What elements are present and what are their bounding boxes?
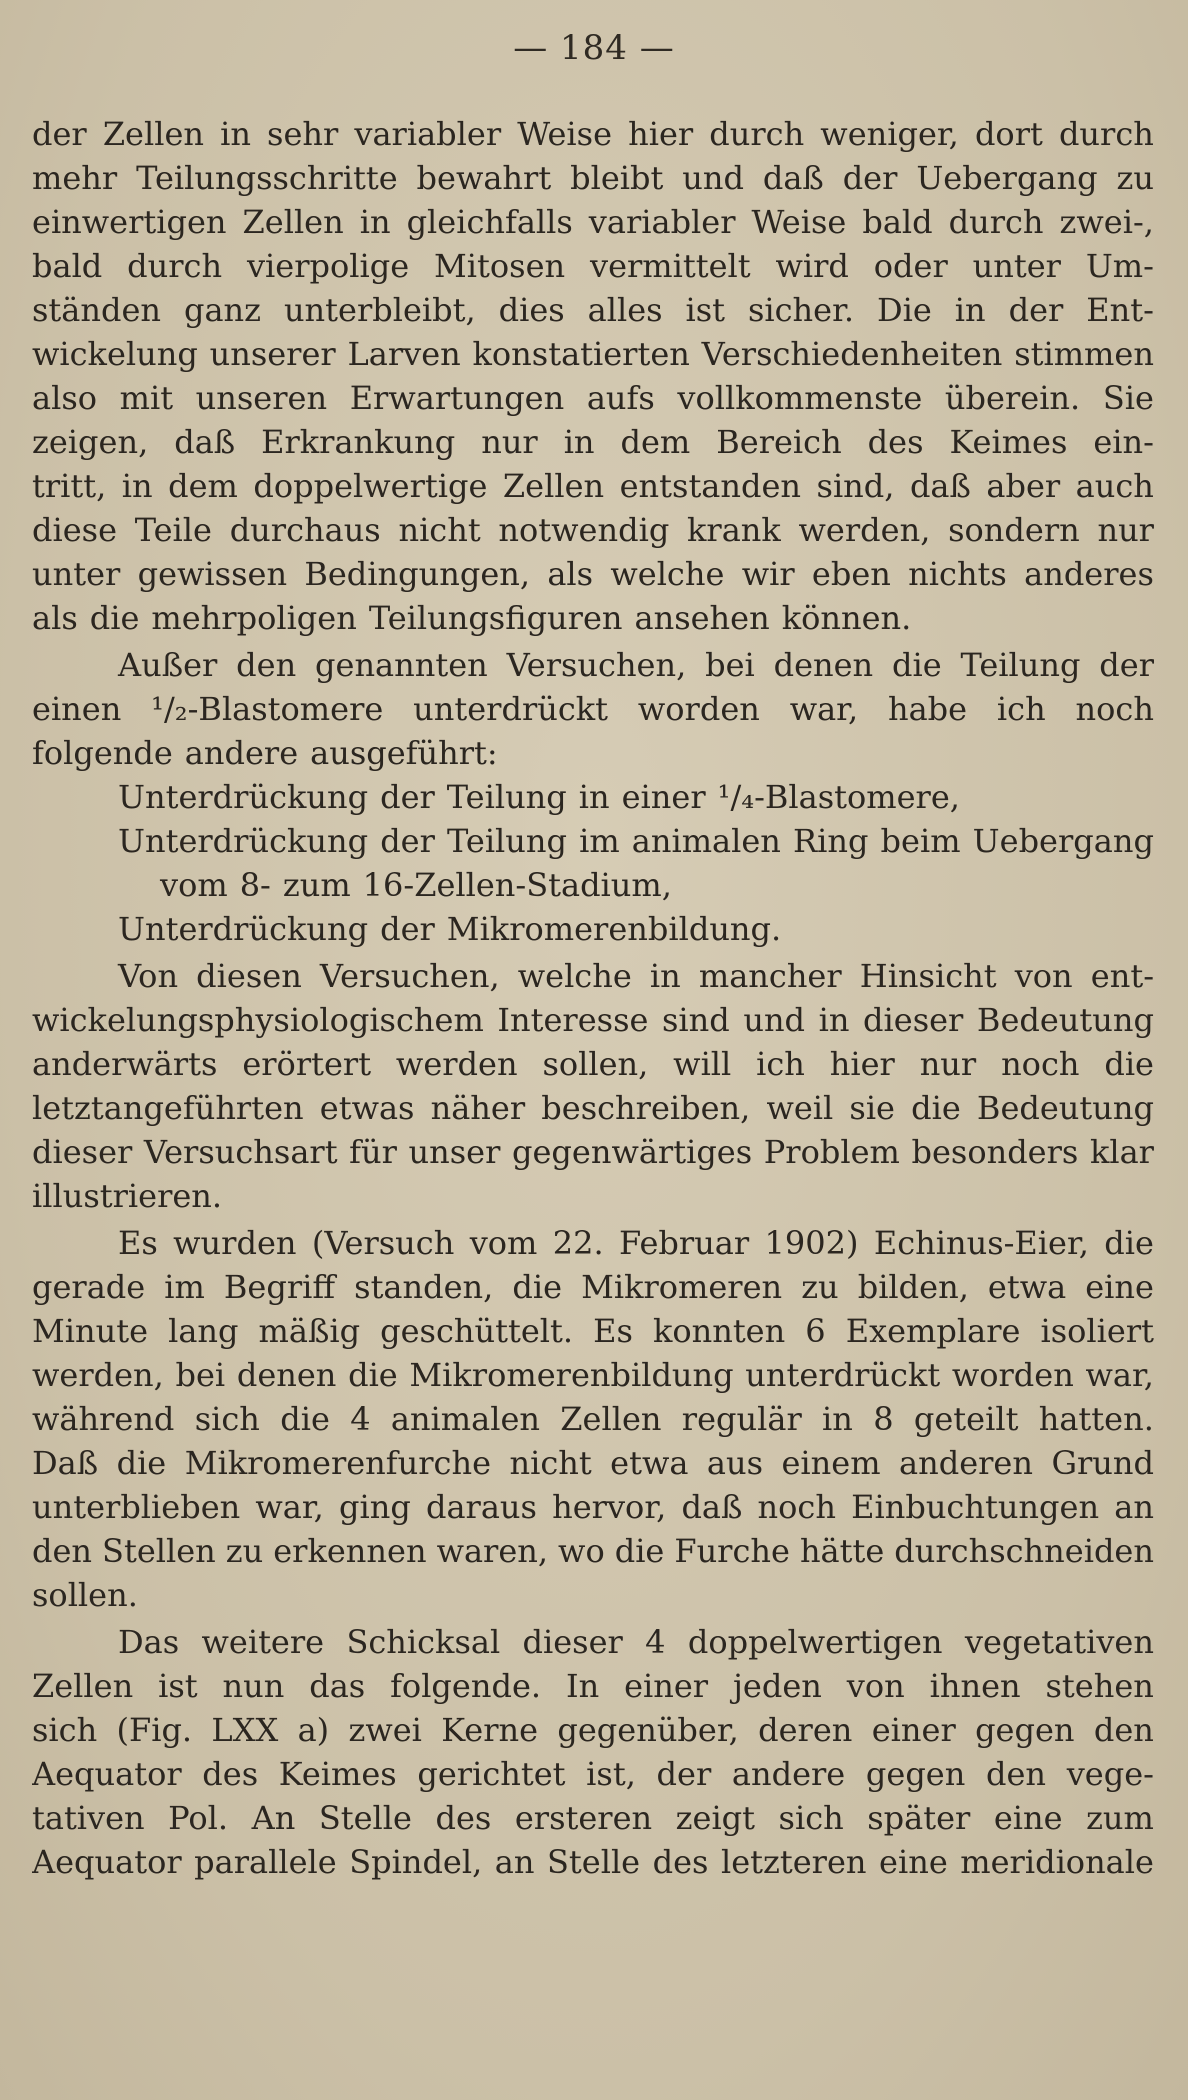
text-line: letztangeführten etwas näher beschreiben, weil sie die Bedeutung: [32, 1089, 1154, 1127]
text-line: Minute lang mäßig geschüttelt. Es konnten 6 Exemplare isoliert: [32, 1312, 1154, 1350]
text-line: sich (Fig. LXX a) zwei Kerne gegenüber, deren einer gegen den: [32, 1711, 1154, 1749]
text-line: sollen.: [32, 1576, 138, 1614]
text-line: den Stellen zu erkennen waren, wo die Furche hätte durchschneiden: [32, 1532, 1154, 1570]
body-text: [32, 112, 1154, 1884]
text-line: Unterdrückung der Teilung in einer ¹/₄-Blastomere,: [118, 778, 960, 816]
text-line: unterblieben war, ging daraus hervor, daß noch Einbuchtungen an: [32, 1488, 1154, 1526]
text-line: Es wurden (Versuch vom 22. Februar 1902) Echinus-Eier, die: [118, 1224, 1154, 1262]
text-line: tativen Pol. An Stelle des ersteren zeigt sich später eine zum: [32, 1799, 1154, 1837]
text-line: unter gewissen Bedingungen, als welche wir eben nichts anderes: [32, 555, 1154, 593]
text-line: also mit unseren Erwartungen aufs vollkommenste überein. Sie: [32, 379, 1154, 417]
text-line: werden, bei denen die Mikromerenbildung unterdrückt worden war,: [32, 1356, 1154, 1394]
text-line: wickelungsphysiologischem Interesse sind und in dieser Bedeutung: [32, 1001, 1154, 1039]
text-line: Aequator des Keimes gerichtet ist, der andere gegen den vege-: [32, 1755, 1154, 1793]
text-line: ständen ganz unterbleibt, dies alles ist sicher. Die in der Ent-: [32, 291, 1154, 329]
text-line: tritt, in dem doppelwertige Zellen entstanden sind, daß aber auch: [32, 467, 1154, 505]
text-line: einwertigen Zellen in gleichfalls variabler Weise bald durch zwei-,: [32, 203, 1154, 241]
text-line: illustrieren.: [32, 1177, 223, 1215]
text-line: vom 8- zum 16-Zellen-Stadium,: [160, 866, 672, 904]
text-line: zeigen, daß Erkrankung nur in dem Bereich des Keimes ein-: [32, 423, 1154, 461]
text-line: anderwärts erörtert werden sollen, will ich hier nur noch die: [32, 1045, 1154, 1083]
text-line: Zellen ist nun das folgende. In einer jeden von ihnen stehen: [32, 1667, 1154, 1705]
text-line: Außer den genannten Versuchen, bei denen die Teilung der: [118, 646, 1154, 684]
page-number: — 184 —: [513, 28, 675, 68]
text-line: gerade im Begriff standen, die Mikromeren zu bilden, etwa eine: [32, 1268, 1154, 1306]
text-line: Aequator parallele Spindel, an Stelle des letzteren eine meridionale: [32, 1843, 1154, 1881]
text-line: diese Teile durchaus nicht notwendig krank werden, sondern nur: [32, 511, 1154, 549]
text-line: als die mehrpoligen Teilungsfiguren ansehen können.: [32, 599, 912, 637]
text-line: Unterdrückung der Teilung im animalen Ring beim Uebergang: [118, 822, 1154, 860]
text-line: Unterdrückung der Mikromerenbildung.: [118, 910, 782, 948]
text-line: einen ¹/₂-Blastomere unterdrückt worden war, habe ich noch: [32, 690, 1154, 728]
text-line: während sich die 4 animalen Zellen regulär in 8 geteilt hatten.: [32, 1400, 1154, 1438]
text-line: Das weitere Schicksal dieser 4 doppelwertigen vegetativen: [118, 1623, 1154, 1661]
text-line: Von diesen Versuchen, welche in mancher Hinsicht von ent-: [118, 957, 1154, 995]
text-line: bald durch vierpolige Mitosen vermittelt wird oder unter Um-: [32, 247, 1154, 285]
text-line: folgende andere ausgeführt:: [32, 734, 498, 772]
text-line: mehr Teilungsschritte bewahrt bleibt und daß der Uebergang zu: [32, 159, 1154, 197]
text-line: wickelung unserer Larven konstatierten Verschiedenheiten stimmen: [32, 335, 1154, 373]
text-line: dieser Versuchsart für unser gegenwärtiges Problem besonders klar: [32, 1133, 1154, 1171]
text-line: der Zellen in sehr variabler Weise hier durch weniger, dort durch: [32, 115, 1154, 153]
text-line: Daß die Mikromerenfurche nicht etwa aus einem anderen Grund: [32, 1444, 1154, 1482]
